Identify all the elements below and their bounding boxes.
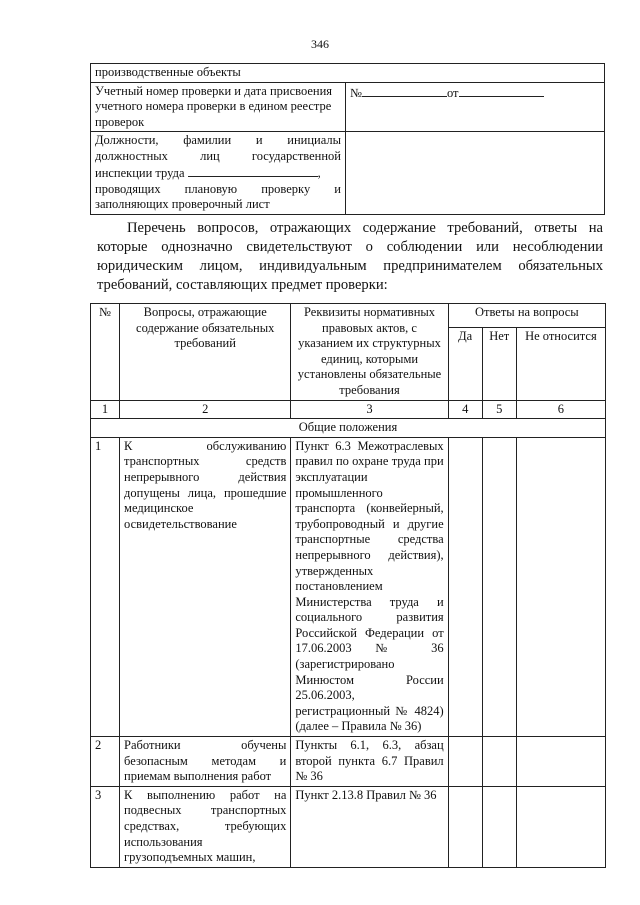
inspectors-label: [91, 132, 346, 215]
row-number: 1: [91, 437, 120, 736]
answer-yes-cell[interactable]: [448, 737, 482, 787]
header-questions: Вопросы, отражающие содержание обязательных требований: [120, 304, 291, 401]
row-number: 3: [91, 786, 120, 867]
answer-no-cell[interactable]: [482, 437, 516, 736]
header-yes: Да: [448, 327, 482, 400]
row-question: К выполнению работ на подвесных транспортных средствах, требующих использования грузоподъемных машин,: [120, 786, 291, 867]
info-row-inspectors: [91, 132, 605, 215]
answer-no-cell[interactable]: [482, 737, 516, 787]
checklist-table: [90, 303, 606, 868]
page-number: 346: [311, 37, 329, 51]
inspection-text: инспекции труда: [95, 166, 185, 180]
table-row: [91, 437, 606, 736]
row-requisite: Пункты 6.1, 6.3, абзац второй пункта 6.7 Правил № 36: [291, 737, 448, 787]
col-number-3: 3: [291, 400, 448, 419]
intro-paragraph: Перечень вопросов, отражающих содержание требований, ответы на которые однозначно свидетельствуют о соблюдении или несоблюдении юридическим лицом, индивидуальным предпринимателем обязательных требований, составляющих предмет проверки:: [97, 220, 603, 293]
answer-yes-cell[interactable]: [448, 437, 482, 736]
registry-number-value: [346, 82, 605, 132]
header-row-1: [91, 304, 606, 328]
table-row: [91, 786, 606, 867]
inspectors-line-5: заполняющих проверочный лист: [95, 197, 270, 211]
row-requisite: Пункт 2.13.8 Правил № 36: [291, 786, 448, 867]
col-number-1: 1: [91, 400, 120, 419]
row-number: 2: [91, 737, 120, 787]
inspectors-value: [346, 132, 605, 215]
row-question: К обслуживанию транспортных средств непрерывного действия допущены лица, прошедшие медицинское освидетельствование: [120, 437, 291, 736]
col-number-6: 6: [516, 400, 605, 419]
registry-number-label: Учетный номер проверки и дата присвоения учетного номера проверки в едином реестре проверок: [91, 82, 346, 132]
number-sign: №: [350, 85, 362, 100]
table-row: [91, 737, 606, 787]
row-requisite: Пункт 6.3 Межотраслевых правил по охране труда при эксплуатации промышленного транспорта (конвейерный, трубопроводный и другие транспортные средства непрерывного действия), утвержденных постановлением Министерства труда и социального развития Российской Федерации от 17.06.2003 № 36 (зарегистрировано Минюстом России 25.06.2003, регистрационный № 4824) (далее – Правила № 36): [291, 437, 448, 736]
date-blank-line: [459, 84, 544, 97]
date-from-label: от: [446, 85, 459, 100]
answer-na-cell[interactable]: [516, 786, 605, 867]
col-number-2: 2: [120, 400, 291, 419]
inspectors-blank-line: [188, 164, 318, 177]
header-num: №: [91, 304, 120, 401]
answer-na-cell[interactable]: [516, 737, 605, 787]
column-numbers-row: [91, 400, 606, 419]
inspectors-line-1: Должности, фамилии и инициалы: [95, 133, 341, 147]
production-objects-cell: производственные объекты: [91, 64, 605, 83]
inspection-info-table: [90, 63, 605, 215]
row-question: Работники обучены безопасным методам и приемам выполнения работ: [120, 737, 291, 787]
col-number-4: 4: [448, 400, 482, 419]
header-not-applicable: Не относится: [516, 327, 605, 400]
answer-na-cell[interactable]: [516, 437, 605, 736]
col-number-5: 5: [482, 400, 516, 419]
inspectors-line-2: должностных лиц государственной: [95, 148, 341, 163]
section-title: Общие положения: [91, 419, 606, 438]
header-no: Нет: [482, 327, 516, 400]
inspectors-line-3: [95, 164, 341, 182]
info-row-objects: [91, 64, 605, 83]
answer-yes-cell[interactable]: [448, 786, 482, 867]
section-row: [91, 419, 606, 438]
info-row-registry: [91, 82, 605, 132]
comma: ,: [317, 166, 321, 180]
header-answers: Ответы на вопросы: [448, 304, 605, 328]
answer-no-cell[interactable]: [482, 786, 516, 867]
header-requisites: Реквизиты нормативных правовых актов, с указанием их структурных единиц, которыми установлены обязательные требования: [291, 304, 448, 401]
number-blank-line: [362, 84, 447, 97]
inspectors-line-4: проводящих плановую проверку и: [95, 181, 341, 196]
